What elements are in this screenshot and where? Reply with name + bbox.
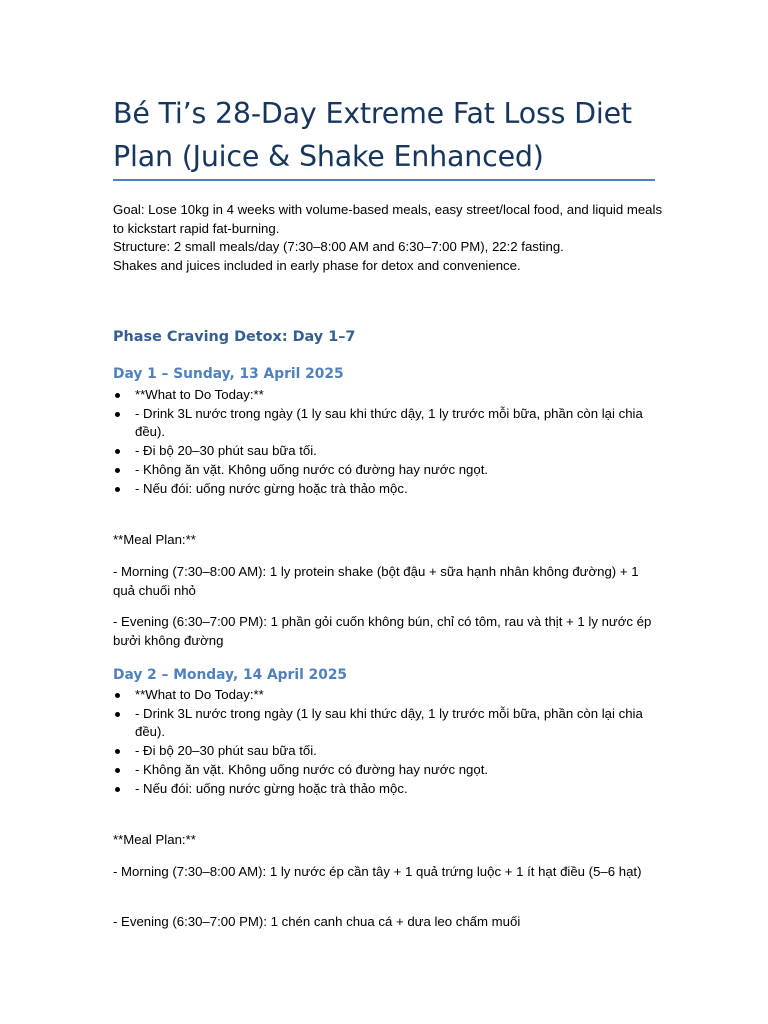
meal-plan-label: **Meal Plan:** [113,532,196,547]
list-item [113,742,653,761]
list-item-text: - Đi bộ 20–30 phút sau bữa tối. [135,743,317,759]
bullet-icon [115,393,120,398]
bullet-icon [115,768,120,773]
title-divider [113,179,655,181]
morning-meal: - Morning (7:30–8:00 AM): 1 ly nước ép cần tây + 1 quả trứng luộc + 1 ít hạt điều (5–6 hạt) [113,864,642,879]
list-item [113,480,653,499]
intro-block [113,201,668,275]
day-1-todo-list [113,386,653,498]
list-item-text: - Đi bộ 20–30 phút sau bữa tối. [135,443,317,459]
list-item [113,386,653,405]
document-title: Bé Ti’s 28-Day Extreme Fat Loss Diet Plan (Juice & Shake Enhanced) [113,97,632,173]
phase-heading: Phase Craving Detox: Day 1–7 [113,329,356,345]
list-item [113,780,653,799]
list-item-text: - Không ăn vặt. Không uống nước có đường hay nước ngọt. [135,461,489,477]
bullet-icon [115,468,120,473]
bullet-icon [115,693,120,698]
list-item-text: **What to Do Today:** [135,687,264,702]
list-item [113,686,653,705]
bullet-icon [115,412,120,417]
bullet-icon [115,712,120,717]
list-item-text: - Drink 3L nước trong ngày (1 ly sau khi thức dậy, 1 ly trước mỗi bữa, phần còn lại chia đều). [135,705,643,740]
shakes-text: Shakes and juices included in early phase for detox and convenience. [113,257,521,273]
list-item-text: - Nếu đói: uống nước gừng hoặc trà thảo mộc. [135,480,408,496]
evening-meal: - Evening (6:30–7:00 PM): 1 phần gỏi cuốn không bún, chỉ có tôm, rau và thịt + 1 ly nước ép bưởi không đường [113,614,652,648]
day-heading: Day 2 – Monday, 14 April 2025 [113,667,348,683]
list-item-text: - Nếu đói: uống nước gừng hoặc trà thảo mộc. [135,780,408,796]
structure-text: Structure: 2 small meals/day (7:30–8:00 AM and 6:30–7:00 PM), 22:2 fasting. [113,239,564,254]
meal-plan-label: **Meal Plan:** [113,832,196,847]
evening-meal: - Evening (6:30–7:00 PM): 1 chén canh chua cá + dưa leo chấm muối [113,914,521,929]
list-item [113,442,653,461]
list-item-text: **What to Do Today:** [135,387,264,402]
goal-text: Goal: Lose 10kg in 4 weeks with volume-based meals, easy street/local food, and liquid meals to kickstart rapid fat-burning. [113,202,663,236]
bullet-icon [115,487,120,492]
list-item-text: - Không ăn vặt. Không uống nước có đường hay nước ngọt. [135,761,489,777]
bullet-icon [115,449,120,454]
list-item [113,705,653,742]
bullet-icon [115,787,120,792]
day-2-todo-list [113,686,653,798]
bullet-icon [115,749,120,754]
morning-meal: - Morning (7:30–8:00 AM): 1 ly protein shake (bột đậu + sữa hạnh nhân không đường) + 1 quả chuối nhỏ [113,564,639,598]
list-item [113,405,653,442]
day-heading: Day 1 – Sunday, 13 April 2025 [113,366,344,382]
list-item [113,461,653,480]
list-item-text: - Drink 3L nước trong ngày (1 ly sau khi thức dậy, 1 ly trước mỗi bữa, phần còn lại chia đều). [135,405,643,440]
list-item [113,761,653,780]
